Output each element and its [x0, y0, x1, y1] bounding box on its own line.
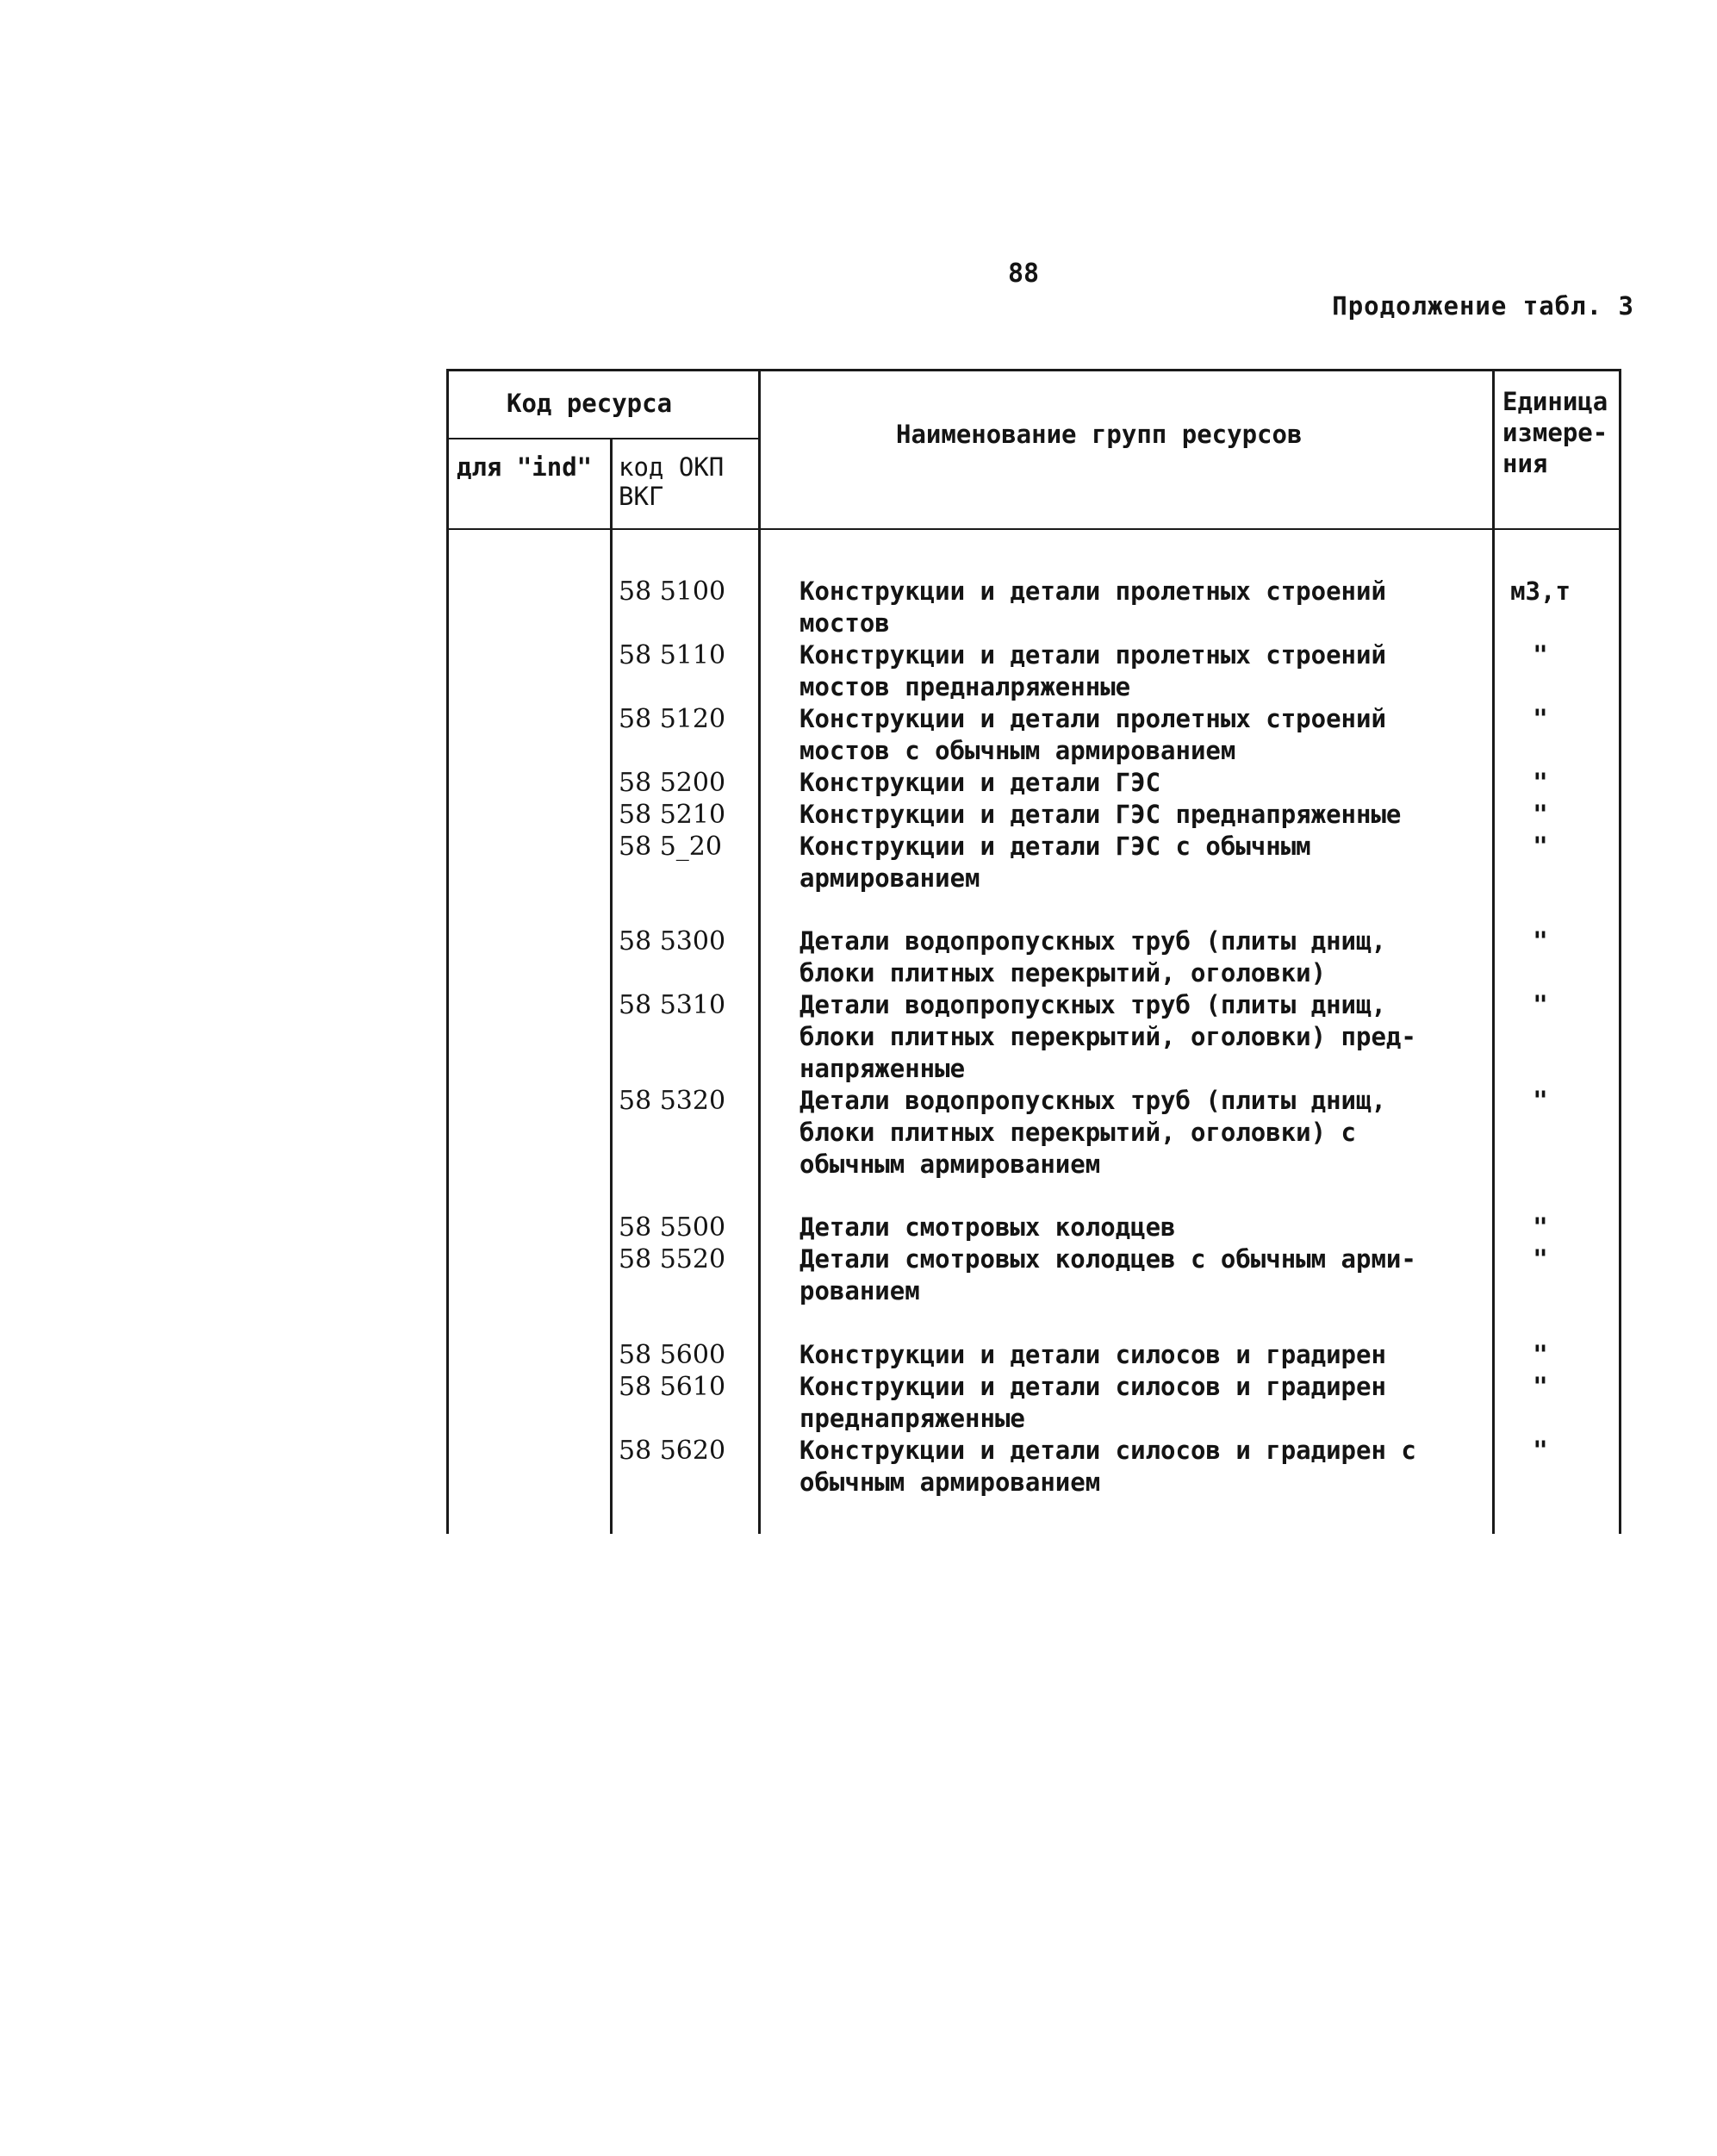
row-code: 58 5520: [619, 1244, 726, 1274]
row-code: 58 5620: [619, 1436, 726, 1466]
row-name: Детали водопропускных труб (плиты днищ, блоки плитных перекрытий, оголовки): [799, 926, 1386, 988]
row-code: 58 5120: [619, 704, 726, 734]
row-name: Детали смотровых колодцев с обычным арми-рованием: [799, 1244, 1416, 1305]
row-name: Конструкции и детали силосов и градирен с обычным армированием: [799, 1436, 1416, 1497]
table-top-border: [446, 369, 1621, 371]
row-unit: ": [1533, 1372, 1548, 1401]
row-code: 58 5110: [619, 640, 726, 670]
row-unit: ": [1533, 1086, 1548, 1115]
row-name: Конструкции и детали пролетных строений мостов с обычным армированием: [799, 704, 1386, 765]
row-unit: ": [1533, 1244, 1548, 1274]
row-name: Конструкции и детали ГЭС преднапряженные: [799, 800, 1402, 829]
row-unit: м3,т: [1510, 576, 1571, 606]
page-number: 88: [1008, 259, 1040, 289]
row-name: Конструкции и детали пролетных строений мостов: [799, 576, 1386, 638]
table-continuation-label: Продолжение табл. 3: [1332, 291, 1634, 321]
row-name: Конструкции и детали пролетных строений мостов предналряженные: [799, 640, 1386, 701]
row-unit: ": [1533, 1436, 1548, 1465]
row-unit: ": [1533, 800, 1548, 829]
header-ind: для "ind": [457, 452, 593, 482]
header-okp-line1: код ОКП: [619, 452, 725, 482]
header-unit-line1: Единица: [1502, 387, 1608, 416]
row-code: 58 5310: [619, 990, 726, 1020]
row-name: Конструкции и детали силосов и градирен преднапряженные: [799, 1372, 1386, 1433]
row-unit: ": [1533, 1340, 1548, 1369]
row-name: Детали водопропускных труб (плиты днищ, блоки плитных перекрытий, оголовки) с обычным армированием: [799, 1086, 1386, 1179]
row-code: 58 5600: [619, 1340, 726, 1370]
table-right-border: [1619, 369, 1621, 1534]
resource-table: [446, 369, 1621, 1534]
row-code: 58 5610: [619, 1372, 726, 1402]
header-group-name: Наименование групп ресурсов: [896, 420, 1303, 449]
row-name: Детали смотровых колодцев: [799, 1212, 1176, 1242]
row-name: Конструкции и детали силосов и градирен: [799, 1340, 1386, 1369]
header-unit-line3: ния: [1502, 449, 1548, 478]
row-code: 58 5320: [619, 1086, 726, 1116]
header-bottom-border: [446, 528, 1621, 530]
row-unit: ": [1533, 832, 1548, 861]
column-divider-code: [758, 369, 761, 1534]
row-unit: ": [1533, 1212, 1548, 1242]
table-left-border: [446, 369, 449, 1534]
row-code: 58 5200: [619, 768, 726, 798]
row-code: 58 5500: [619, 1212, 726, 1243]
header-unit-line2: измере-: [1502, 418, 1608, 447]
column-divider-ind: [610, 439, 613, 1534]
row-code: 58 5210: [619, 800, 726, 830]
row-unit: ": [1533, 926, 1548, 956]
row-name: Конструкции и детали ГЭС с обычным армированием: [799, 832, 1311, 893]
row-unit: ": [1533, 704, 1548, 733]
header-subdivider: [446, 438, 760, 439]
header-okp-line2: ВКГ: [619, 482, 664, 511]
header-resource-code: Код ресурса: [507, 389, 673, 418]
row-name: Детали водопропускных труб (плиты днищ, блоки плитных перекрытий, оголовки) пред-напряженные: [799, 990, 1416, 1083]
row-code: 58 5300: [619, 926, 726, 956]
row-code: 58 5_20: [619, 832, 722, 862]
row-unit: ": [1533, 640, 1548, 670]
row-unit: ": [1533, 990, 1548, 1019]
row-unit: ": [1533, 768, 1548, 797]
row-code: 58 5100: [619, 576, 726, 607]
row-name: Конструкции и детали ГЭС: [799, 768, 1161, 797]
